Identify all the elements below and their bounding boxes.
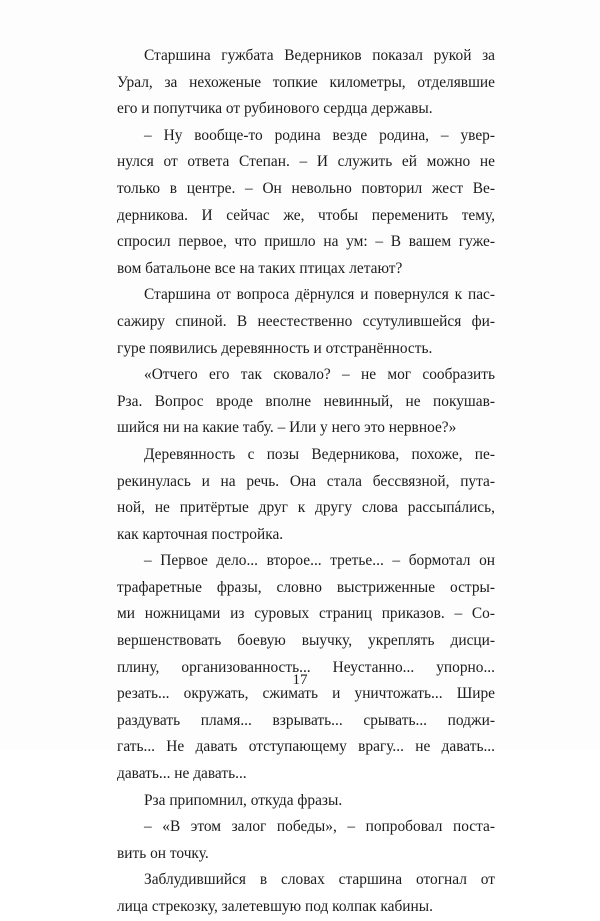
- text-line: – Первое дело... второе... третье... – бормотал он: [144, 552, 495, 570]
- text-line: Деревянность с позы Ведерникова, похоже, пе-: [144, 445, 495, 463]
- text-line: трафаретные фразы, словно выстриженные остры-: [117, 578, 495, 596]
- page-number: 17: [292, 672, 308, 688]
- text-line: вершенствовать боевую выучку, укреплять дисци-: [117, 632, 495, 650]
- text-line: рекинулась и на речь. Она стала бессвязной, пута-: [117, 472, 495, 490]
- text-line: ной, не притёртые друг к другу слова рассыпáлись,: [117, 499, 495, 517]
- text-line: резать... окружать, сжимать и уничтожать... Шире: [117, 685, 495, 703]
- text-line: как карточная постройка.: [117, 525, 284, 543]
- text-line: гуре появились деревянность и отстранённость.: [117, 339, 433, 357]
- text-line: дерникова. И сейчас же, чтобы переменить тему,: [117, 206, 495, 224]
- text-line: – Ну вообще-то родина везде родина, – увер-: [144, 126, 495, 144]
- text-line: только в центре. – Он невольно повторил жест Ве-: [117, 179, 495, 197]
- text-line: вить он точку.: [117, 844, 209, 862]
- text-line: шийся ни на какие табу. – Или у него это нервное?»: [117, 419, 457, 437]
- text-line: Заблудившийся в словах старшина отогнал от: [144, 871, 495, 889]
- text-line: гать... Не давать отступающему врагу... не давать...: [117, 738, 495, 756]
- text-line: Рза припомнил, откуда фразы.: [144, 791, 343, 809]
- text-line: сажиру спиной. В неестественно ссутулившейся фи-: [117, 312, 495, 330]
- text-line: ми ножницами из суровых страниц приказов. – Со-: [117, 605, 495, 623]
- body-text: [117, 43, 495, 921]
- text-line: – «В этом залог победы», – попробовал поста-: [144, 818, 495, 836]
- text-line: лица стрекозку, залетевшую под колпак кабины.: [117, 898, 433, 915]
- text-line: Рза. Вопрос вроде вполне невинный, не покушав-: [117, 392, 495, 410]
- text-line: плину, организованность... Неустанно... упорно...: [117, 658, 495, 676]
- text-line: нулся от ответа Степан. – И служить ей можно не: [117, 153, 495, 171]
- text-line: спросил первое, что пришло на ум: – В вашем гуже-: [117, 233, 495, 251]
- text-line: Старшина гужбата Ведерников показал рукой за: [144, 47, 495, 64]
- text-line: Урал, за нехоженые топкие километры, отделявшие: [117, 73, 495, 91]
- text-line: его и попутчика от рубинового сердца державы.: [117, 100, 433, 118]
- text-line: Старшина от вопроса дёрнулся и повернулся к пас-: [144, 286, 495, 304]
- text-line: вом батальоне все на таких птицах летают?: [117, 259, 403, 277]
- text-line: давать... не давать...: [117, 765, 247, 783]
- text-line: раздувать пламя... взрывать... срывать... поджи-: [117, 711, 495, 729]
- text-line: «Отчего его так сковало? – не мог сообразить: [144, 366, 495, 384]
